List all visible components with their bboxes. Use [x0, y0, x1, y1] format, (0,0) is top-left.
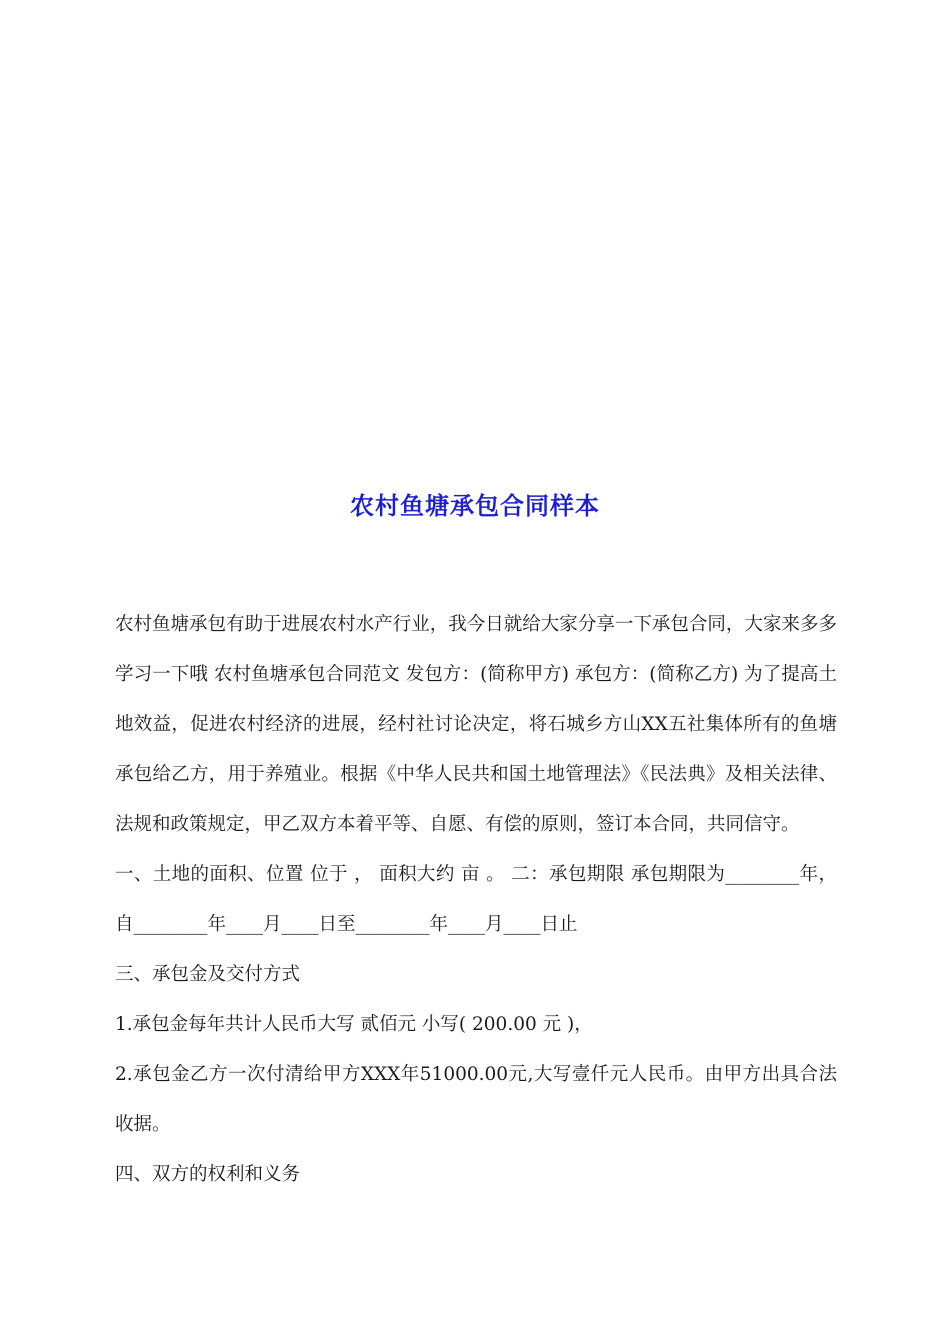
clause-payment-item-1: 1.承包金每年共计人民币大写 贰佰元 小写( 200.00 元 )，	[115, 1014, 593, 1035]
clause-payment-item-2: 2.承包金乙方一次付清给甲方XXX年51000.00元,大写壹仟元人民币。由甲方出具合法收据。	[115, 1064, 837, 1135]
document-body	[115, 600, 837, 1200]
intro-paragraph: 农村鱼塘承包有助于进展农村水产行业，我今日就给大家分享一下承包合同，大家来多多学习一下哦 农村鱼塘承包合同范文 发包方：(简称甲方) 承包方：(简称乙方) 为了提高土地效益，促进农村经济的进展，经村社讨论决定，将石城乡方山XX五社集体所有的鱼塘承包给乙方，用于养殖业。根据《中华人民共和国土地管理法》《民法典》及相关法律、法规和政策规定，甲乙双方本着平等、自愿、有偿的原则，签订本合同，共同信守。	[115, 614, 837, 835]
document-title: 农村鱼塘承包合同样本	[350, 492, 600, 520]
clause-rights-heading: 四、双方的权利和义务	[115, 1164, 301, 1185]
clause-payment-heading: 三、承包金及交付方式	[115, 964, 301, 985]
clause-land-and-term: 一、土地的面积、位置 位于 ， 面积大约 亩 。 二：承包期限 承包期限为________年，自________年____月____日至________年____月____日止	[115, 864, 837, 935]
